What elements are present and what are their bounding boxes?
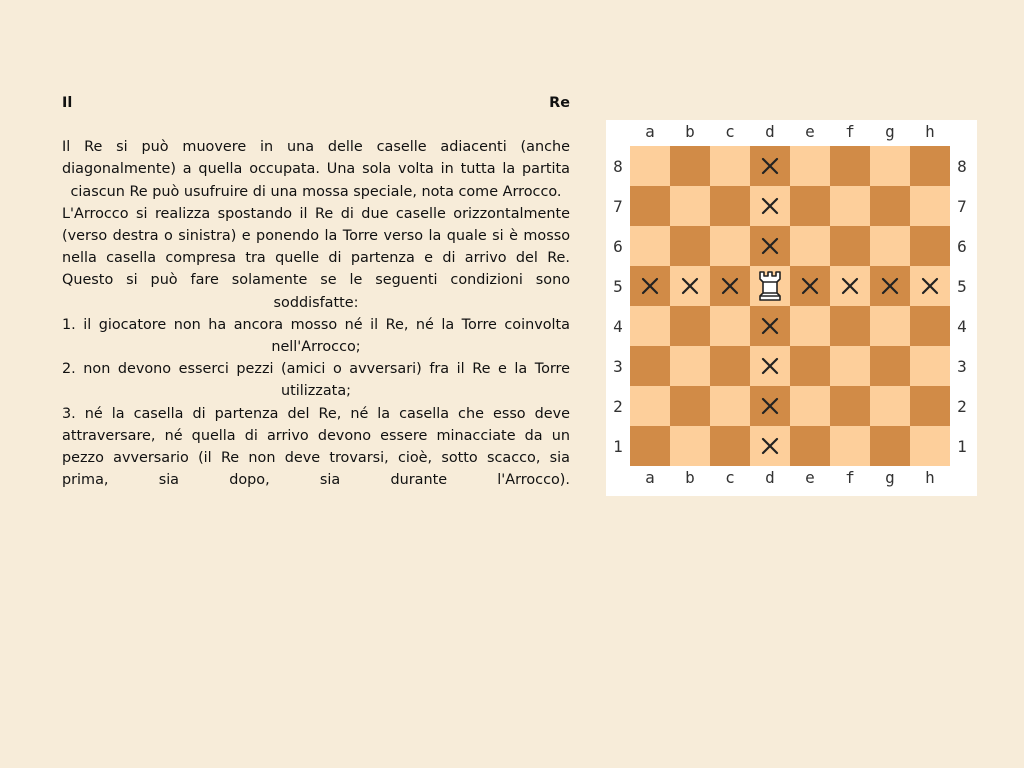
paragraph-castling: L'Arrocco si realizza spostando il Re di due caselle orizzontalmente (verso destra o sinistra) e ponendo la Torre verso la quale si è mosso nella casella compresa tra quelle di partenza e di arrivo del Re. Questo si può fare solamente se le seguenti condizioni sono soddisfatte: <box>62 205 570 311</box>
square-g4 <box>870 306 910 346</box>
file-label-bottom: c <box>725 468 735 487</box>
square-a4 <box>630 306 670 346</box>
square-b6 <box>670 226 710 266</box>
rank-label-left: 1 <box>613 437 623 456</box>
file-label-top: d <box>765 122 775 141</box>
file-label-top: h <box>925 122 935 141</box>
square-f7 <box>830 186 870 226</box>
white-rook-icon <box>760 272 780 300</box>
title-left: Il <box>62 95 73 111</box>
title-right: Re <box>549 95 570 111</box>
rank-label-right: 4 <box>957 317 967 336</box>
square-a7 <box>630 186 670 226</box>
square-g6 <box>870 226 910 266</box>
chessboard-diagram <box>606 120 977 496</box>
square-a2 <box>630 386 670 426</box>
file-label-top: e <box>805 122 815 141</box>
square-h7 <box>910 186 950 226</box>
square-c7 <box>710 186 750 226</box>
rank-label-right: 5 <box>957 277 967 296</box>
square-g7 <box>870 186 910 226</box>
square-h3 <box>910 346 950 386</box>
square-g8 <box>870 146 910 186</box>
text-block <box>62 92 570 491</box>
square-f8 <box>830 146 870 186</box>
file-label-bottom: e <box>805 468 815 487</box>
square-c6 <box>710 226 750 266</box>
square-f6 <box>830 226 870 266</box>
square-b1 <box>670 426 710 466</box>
file-label-top: f <box>845 122 855 141</box>
rank-label-left: 2 <box>613 397 623 416</box>
rank-label-left: 7 <box>613 197 623 216</box>
square-f2 <box>830 386 870 426</box>
square-b8 <box>670 146 710 186</box>
rank-label-right: 6 <box>957 237 967 256</box>
square-b4 <box>670 306 710 346</box>
rank-label-right: 8 <box>957 157 967 176</box>
file-label-bottom: h <box>925 468 935 487</box>
square-b2 <box>670 386 710 426</box>
square-c1 <box>710 426 750 466</box>
square-c3 <box>710 346 750 386</box>
square-h1 <box>910 426 950 466</box>
condition-2: 2. non devono esserci pezzi (amici o avversari) fra il Re e la Torre utilizzata; <box>62 361 570 400</box>
square-e4 <box>790 306 830 346</box>
square-e3 <box>790 346 830 386</box>
square-a1 <box>630 426 670 466</box>
paragraph-king-moves: Il Re si può muovere in una delle caselle adiacenti (anche diagonalmente) a quella occupata. Una sola volta in tutta la partita ciascun Re può usufruire di una mossa speciale, nota come Arrocco. <box>62 139 570 200</box>
condition-1: 1. il giocatore non ha ancora mosso né il Re, né la Torre coinvolta nell'Arrocco; <box>62 316 570 356</box>
file-label-bottom: a <box>645 468 655 487</box>
square-f4 <box>830 306 870 346</box>
square-c4 <box>710 306 750 346</box>
square-g1 <box>870 426 910 466</box>
file-label-bottom: g <box>885 468 895 487</box>
rank-label-right: 3 <box>957 357 967 376</box>
rank-label-right: 7 <box>957 197 967 216</box>
square-c8 <box>710 146 750 186</box>
square-b3 <box>670 346 710 386</box>
square-h8 <box>910 146 950 186</box>
file-label-top: a <box>645 122 655 141</box>
square-f1 <box>830 426 870 466</box>
rank-label-left: 6 <box>613 237 623 256</box>
page-title <box>62 92 570 114</box>
square-c2 <box>710 386 750 426</box>
file-label-bottom: f <box>845 468 855 487</box>
condition-3: 3. né la casella di partenza del Re, né la casella che esso deve attraversare, né quella di arrivo devono essere minacciate da un pezzo avversario (il Re non deve trovarsi, cioè, sotto scacco, sia prima, sia dopo, sia durante l'Arrocco). <box>62 405 570 489</box>
square-h4 <box>910 306 950 346</box>
rank-label-right: 1 <box>957 437 967 456</box>
square-h6 <box>910 226 950 266</box>
square-a6 <box>630 226 670 266</box>
file-label-top: g <box>885 122 895 141</box>
file-label-bottom: b <box>685 468 695 487</box>
rank-label-left: 3 <box>613 357 623 376</box>
square-a8 <box>630 146 670 186</box>
rank-label-left: 5 <box>613 277 623 296</box>
rank-label-left: 8 <box>613 157 623 176</box>
square-b7 <box>670 186 710 226</box>
rank-label-left: 4 <box>613 317 623 336</box>
square-g3 <box>870 346 910 386</box>
square-e1 <box>790 426 830 466</box>
square-e6 <box>790 226 830 266</box>
file-label-top: c <box>725 122 735 141</box>
square-h2 <box>910 386 950 426</box>
square-a3 <box>630 346 670 386</box>
square-g2 <box>870 386 910 426</box>
file-label-bottom: d <box>765 468 775 487</box>
square-e8 <box>790 146 830 186</box>
square-e7 <box>790 186 830 226</box>
file-label-top: b <box>685 122 695 141</box>
rank-label-right: 2 <box>957 397 967 416</box>
chessboard-svg <box>606 120 977 496</box>
square-e2 <box>790 386 830 426</box>
square-f3 <box>830 346 870 386</box>
